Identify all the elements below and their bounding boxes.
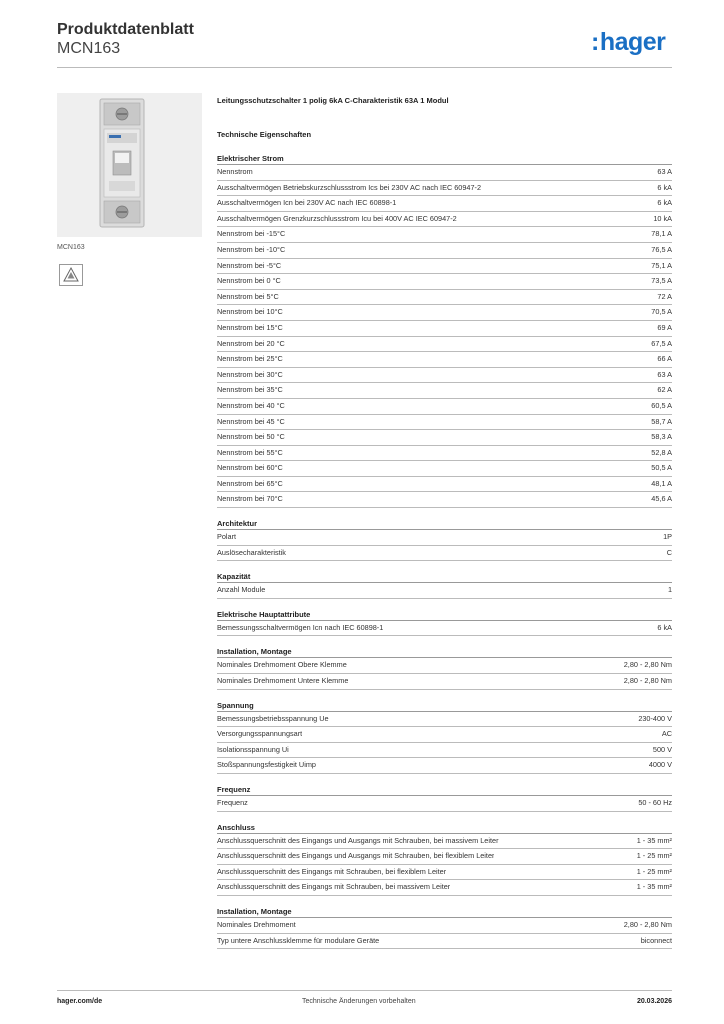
- spec-row: [217, 492, 672, 508]
- spec-row: [217, 383, 672, 399]
- spec-section: [217, 700, 672, 774]
- spec-value: 1P: [663, 532, 672, 542]
- spec-value: 2,80 - 2,80 Nm: [623, 660, 672, 670]
- datasheet-content: [217, 96, 672, 959]
- spec-value: 62 A: [657, 385, 672, 395]
- spec-value: 6 kA: [657, 622, 672, 632]
- spec-row: [217, 918, 672, 934]
- section-title: Architektur: [217, 518, 672, 530]
- spec-label: Nennstrom bei 20 °C: [217, 338, 285, 348]
- spec-value: 72 A: [657, 291, 672, 301]
- spec-label: Versorgungsspannungsart: [217, 729, 303, 739]
- spec-label: Frequenz: [217, 798, 248, 807]
- footer-website-link[interactable]: hager.com/de: [57, 998, 103, 1005]
- certification-triangle-icon: [60, 265, 82, 285]
- spec-row: [217, 321, 672, 337]
- spec-value: 67,5 A: [651, 338, 672, 348]
- spec-label: Nennstrom bei -10°C: [217, 244, 286, 254]
- spec-label: Polart: [217, 532, 237, 542]
- spec-row: [217, 796, 672, 812]
- spec-value: 2,80 - 2,80 Nm: [623, 676, 672, 686]
- spec-value: 6 kA: [657, 182, 672, 192]
- spec-row: [217, 227, 672, 243]
- spec-row: [217, 259, 672, 275]
- spec-label: Anschlussquerschnitt des Eingangs und Ausgangs mit Schrauben, bei massivem Leiter: [217, 835, 499, 845]
- spec-row: [217, 165, 672, 181]
- header-divider: [57, 67, 672, 68]
- spec-row: [217, 758, 672, 774]
- spec-value: 230-400 V: [638, 713, 672, 723]
- spec-label: Nennstrom bei 10°C: [217, 307, 283, 317]
- spec-row: [217, 477, 672, 493]
- footer-date: 20.03.2026: [636, 998, 672, 1005]
- spec-section: [217, 571, 672, 599]
- spec-label: Nennstrom bei 55°C: [217, 447, 283, 457]
- spec-label: Anzahl Module: [217, 585, 266, 595]
- spec-label: Typ untere Anschlussklemme für modulare Geräte: [217, 935, 380, 945]
- footer-divider: [57, 990, 672, 991]
- spec-section: [217, 609, 672, 637]
- spec-value: 70,5 A: [651, 307, 672, 317]
- spec-row: [217, 712, 672, 728]
- spec-label: Nennstrom bei 5°C: [217, 291, 279, 301]
- section-title: Installation, Montage: [217, 906, 672, 918]
- spec-label: Bemessungsbetriebsspannung Ue: [217, 713, 329, 723]
- spec-value: biconnect: [640, 935, 672, 945]
- spec-label: Ausschaltvermögen Betriebskurzschlussstrom Ics bei 230V AC nach IEC 60947-2: [217, 182, 482, 192]
- spec-row: [217, 212, 672, 228]
- spec-label: Bemessungsschaltvermögen Icn nach IEC 60898-1: [217, 622, 384, 632]
- spec-label: Nennstrom bei 45 °C: [217, 416, 285, 426]
- spec-value: 48,1 A: [651, 478, 672, 488]
- spec-label: Nennstrom bei 0 °C: [217, 276, 281, 286]
- spec-row: [217, 530, 672, 546]
- header: [57, 20, 194, 58]
- spec-label: Anschlussquerschnitt des Eingangs mit Schrauben, bei flexiblem Leiter: [217, 866, 447, 876]
- spec-row: [217, 546, 672, 562]
- spec-row: [217, 658, 672, 674]
- spec-row: [217, 305, 672, 321]
- section-title: Spannung: [217, 700, 672, 712]
- spec-value: 73,5 A: [651, 276, 672, 286]
- spec-label: Nennstrom: [217, 167, 253, 176]
- spec-value: 58,7 A: [651, 416, 672, 426]
- spec-label: Nominales Drehmoment Untere Klemme: [217, 676, 349, 686]
- spec-value: 2,80 - 2,80 Nm: [623, 919, 672, 929]
- spec-label: Nennstrom bei -5°C: [217, 260, 282, 270]
- spec-label: Nominales Drehmoment: [217, 919, 296, 929]
- spec-value: 1 - 35 mm²: [636, 835, 672, 845]
- circuit-breaker-image: [57, 93, 202, 237]
- section-title: Anschluss: [217, 822, 672, 834]
- spec-value: 1 - 25 mm²: [636, 851, 672, 861]
- spec-value: AC: [661, 729, 672, 739]
- product-description: Leitungsschutzschalter 1 polig 6kA C-Charakteristik 63A 1 Modul: [217, 96, 449, 105]
- spec-label: Auslösecharakteristik: [217, 547, 286, 557]
- spec-value: 75,1 A: [651, 260, 672, 270]
- spec-value: 58,3 A: [651, 432, 672, 442]
- spec-row: [217, 461, 672, 477]
- circuit-breaker-illustration: [57, 93, 202, 237]
- spec-row: [217, 290, 672, 306]
- spec-label: Nennstrom bei 50 °C: [217, 432, 285, 442]
- spec-row: [217, 399, 672, 415]
- spec-value: 63 A: [657, 369, 672, 379]
- spec-sections: [217, 153, 672, 949]
- spec-label: Nennstrom bei 30°C: [217, 369, 283, 379]
- spec-label: Nennstrom bei 25°C: [217, 354, 283, 364]
- spec-label: Anschlussquerschnitt des Eingangs mit Schrauben, bei massivem Leiter: [217, 882, 451, 892]
- page-title: Produktdatenblatt: [57, 21, 194, 38]
- spec-row: [217, 849, 672, 865]
- spec-label: Stoßspannungsfestigkeit Uimp: [217, 760, 316, 770]
- spec-value: 4000 V: [648, 760, 672, 770]
- spec-value: 76,5 A: [651, 244, 672, 254]
- spec-value: 60,5 A: [651, 400, 672, 410]
- spec-value: 6 kA: [657, 198, 672, 208]
- spec-label: Nennstrom bei -15°C: [217, 229, 286, 239]
- spec-value: 52,8 A: [651, 447, 672, 457]
- spec-row: [217, 337, 672, 353]
- spec-row: [217, 352, 672, 368]
- spec-row: [217, 415, 672, 431]
- section-title: Kapazität: [217, 571, 672, 583]
- spec-section: [217, 646, 672, 689]
- spec-row: [217, 196, 672, 212]
- spec-row: [217, 743, 672, 759]
- spec-section: [217, 518, 672, 561]
- technical-properties-heading: Technische Eigenschaften: [217, 130, 312, 139]
- spec-value: 50 - 60 Hz: [638, 798, 672, 807]
- spec-row: [217, 621, 672, 637]
- spec-row: [217, 368, 672, 384]
- spec-value: 50,5 A: [651, 463, 672, 473]
- spec-row: [217, 446, 672, 462]
- spec-value: 66 A: [657, 354, 672, 364]
- spec-row: [217, 181, 672, 197]
- spec-row: [217, 834, 672, 850]
- spec-label: Ausschaltvermögen Grenzkurzschlussstrom Icu bei 400V AC IEC 60947-2: [217, 213, 457, 223]
- spec-row: [217, 934, 672, 950]
- spec-label: Nennstrom bei 65°C: [217, 478, 283, 488]
- spec-value: 63 A: [657, 167, 672, 176]
- certification-mark-icon: [59, 264, 83, 286]
- spec-value: 78,1 A: [651, 229, 672, 239]
- spec-label: Isolationsspannung Ui: [217, 744, 289, 754]
- spec-value: 45,6 A: [651, 494, 672, 504]
- hager-logo: [591, 28, 665, 57]
- spec-section: [217, 822, 672, 896]
- spec-value: 1: [667, 585, 672, 595]
- spec-value: 500 V: [652, 744, 672, 754]
- spec-value: 1 - 25 mm²: [636, 866, 672, 876]
- spec-label: Anschlussquerschnitt des Eingangs und Ausgangs mit Schrauben, bei flexiblem Leiter: [217, 851, 495, 861]
- product-image-caption: MCN163: [57, 244, 85, 251]
- spec-label: Nennstrom bei 60°C: [217, 463, 283, 473]
- logo-colon-icon: :: [591, 28, 599, 56]
- spec-row: [217, 274, 672, 290]
- section-title: Elektrischer Strom: [217, 153, 672, 165]
- spec-section: [217, 906, 672, 949]
- spec-row: [217, 674, 672, 690]
- spec-value: 1 - 35 mm²: [636, 882, 672, 892]
- spec-row: [217, 243, 672, 259]
- spec-label: Nennstrom bei 40 °C: [217, 400, 285, 410]
- spec-section: [217, 784, 672, 812]
- footer-notice: Technische Änderungen vorbehalten: [302, 998, 416, 1005]
- section-title: Frequenz: [217, 784, 672, 796]
- page-subtitle: MCN163: [57, 40, 121, 57]
- spec-label: Nominales Drehmoment Obere Klemme: [217, 660, 347, 670]
- logo-text: hager: [599, 28, 666, 56]
- spec-label: Nennstrom bei 70°C: [217, 494, 283, 504]
- section-title: Installation, Montage: [217, 646, 672, 658]
- spec-value: 10 kA: [653, 213, 672, 223]
- spec-row: [217, 880, 672, 896]
- spec-value: C: [666, 547, 672, 557]
- section-title: Elektrische Hauptattribute: [217, 609, 672, 621]
- spec-row: [217, 727, 672, 743]
- spec-label: Ausschaltvermögen Icn bei 230V AC nach IEC 60898-1: [217, 198, 397, 208]
- spec-section: [217, 153, 672, 508]
- spec-row: [217, 583, 672, 599]
- spec-label: Nennstrom bei 15°C: [217, 322, 283, 332]
- spec-row: [217, 865, 672, 881]
- spec-row: [217, 430, 672, 446]
- spec-label: Nennstrom bei 35°C: [217, 385, 283, 395]
- spec-value: 69 A: [657, 322, 672, 332]
